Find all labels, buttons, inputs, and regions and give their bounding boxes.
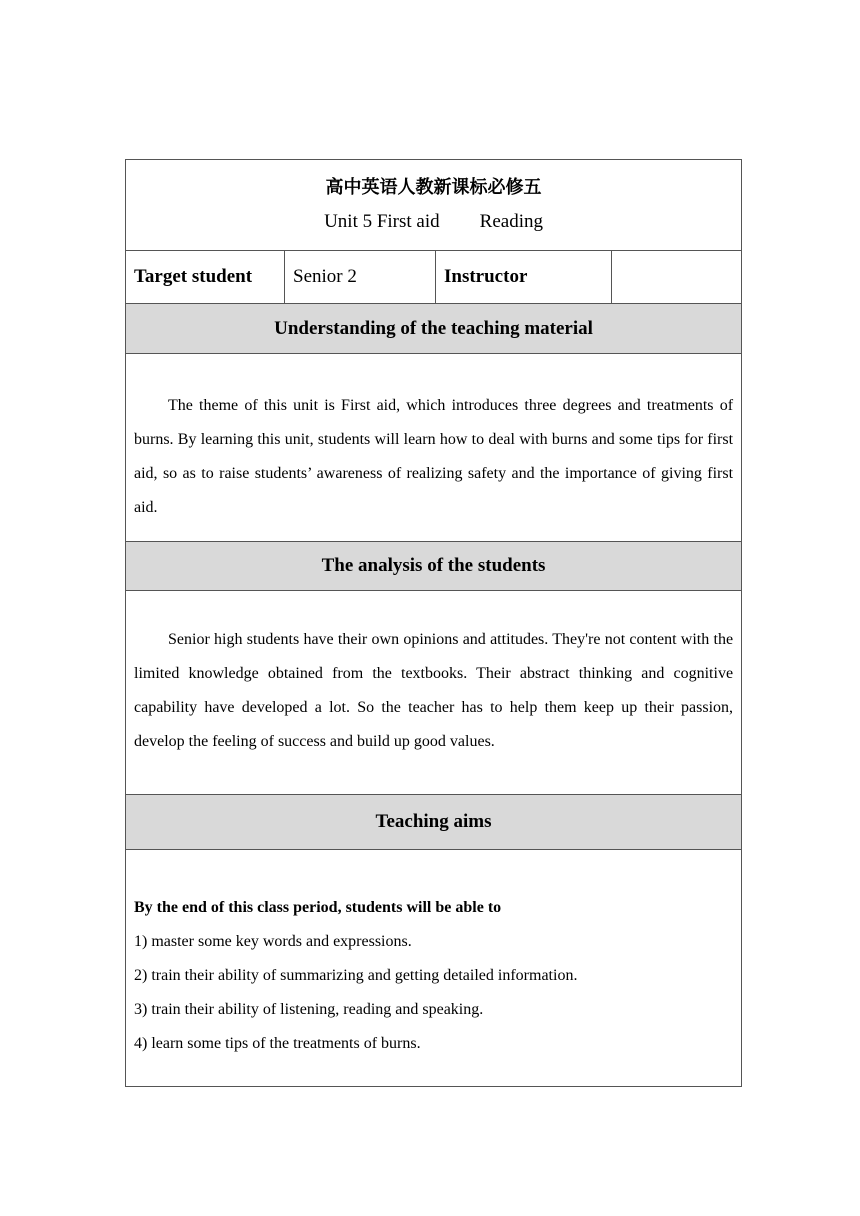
students-body: [126, 591, 742, 795]
target-student-label: Target student: [126, 251, 285, 304]
aims-item: 1) master some key words and expressions.: [134, 933, 412, 950]
aims-body-row: [126, 850, 742, 1087]
material-heading-row: [126, 304, 742, 354]
instructor-label: Instructor: [436, 251, 612, 304]
material-paragraph: The theme of this unit is First aid, which introduces three degrees and treatments of burns. By learning this unit, students will learn how to deal with burns and some tips for first aid, so as to raise students’ awareness of realizing safety and the importance of giving first aid.: [134, 396, 734, 516]
instructor-value: [612, 251, 742, 304]
unit-line: [126, 210, 741, 234]
students-heading-row: [126, 542, 742, 591]
lesson-plan-table: [125, 159, 742, 1087]
aims-heading: Teaching aims: [126, 795, 742, 850]
title-cell: [126, 160, 742, 251]
aims-item: 3) train their ability of listening, reading and speaking.: [134, 1001, 484, 1018]
aims-item: 4) learn some tips of the treatments of burns.: [134, 1035, 421, 1052]
aims-intro: By the end of this class period, students will be able to: [134, 899, 502, 916]
students-paragraph: Senior high students have their own opinions and attitudes. They're not content with the limited knowledge obtained from the textbooks. Their abstract thinking and cognitive capability have developed a lot. So the teacher has to help them keep up their passion, develop the feeling of success and build up good values.: [134, 630, 734, 750]
material-body-row: [126, 354, 742, 542]
aims-heading-row: [126, 795, 742, 850]
target-student-value: Senior 2: [285, 251, 436, 304]
students-heading: The analysis of the students: [126, 542, 742, 591]
unit-title: Unit 5 First aid: [324, 211, 440, 232]
info-row: [126, 251, 742, 304]
document-title: 高中英语人教新课标必修五: [325, 177, 542, 198]
title-row: [126, 160, 742, 251]
material-heading: Understanding of the teaching material: [126, 304, 742, 354]
lesson-type: Reading: [479, 211, 543, 232]
aims-item: 2) train their ability of summarizing and getting detailed information.: [134, 967, 578, 984]
students-body-row: [126, 591, 742, 795]
aims-body: [126, 850, 742, 1087]
material-body: [126, 354, 742, 542]
